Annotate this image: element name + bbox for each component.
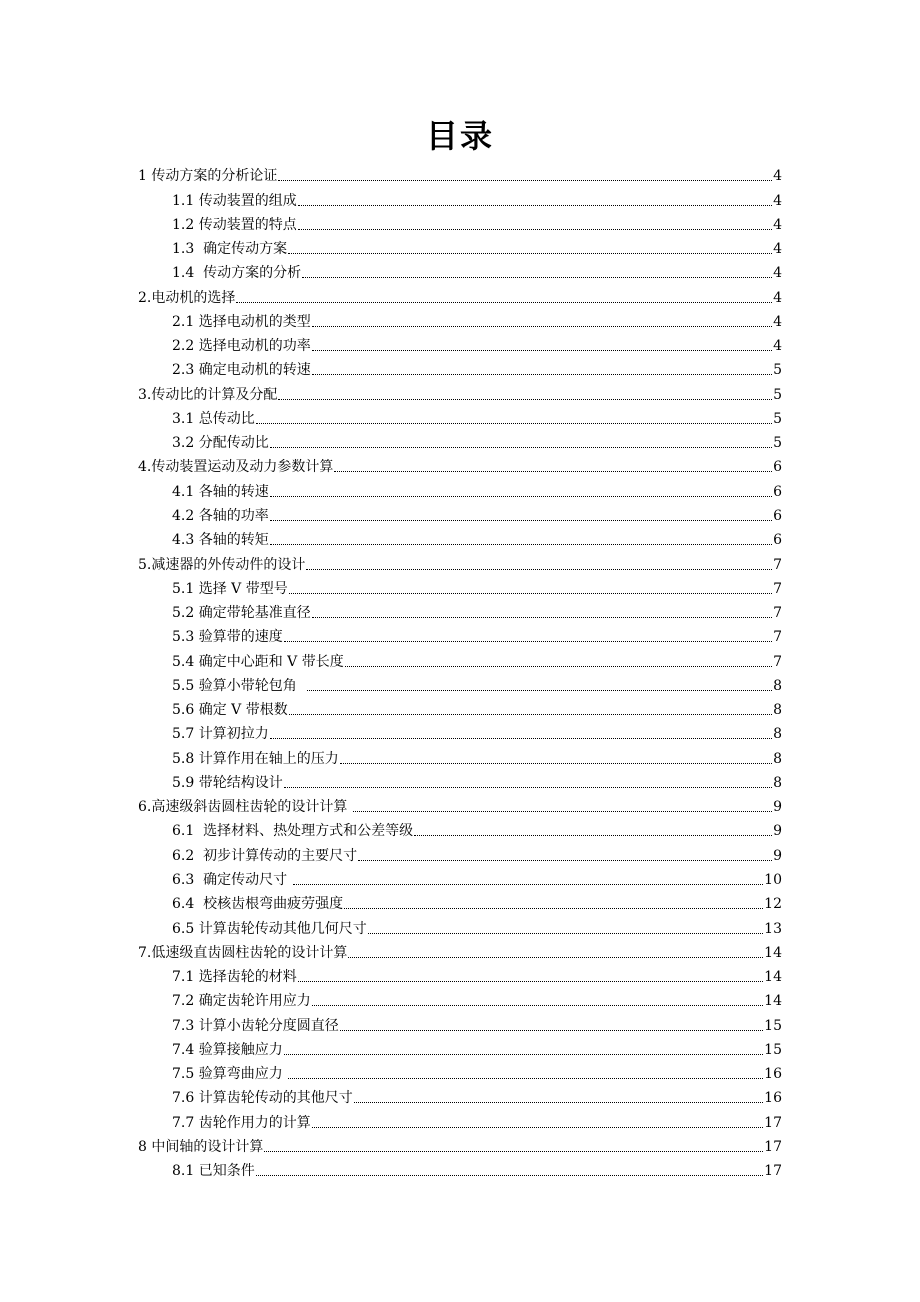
toc-dot-leader [353, 811, 772, 812]
toc-entry[interactable] [138, 428, 782, 452]
toc-entry[interactable] [138, 816, 782, 840]
toc-entry-page-number: 14 [764, 969, 782, 986]
toc-entry[interactable] [138, 889, 782, 913]
toc-entry[interactable] [138, 743, 782, 767]
toc-entry[interactable] [138, 331, 782, 355]
toc-entry-label: 7.低速级直齿圆柱齿轮的设计计算 [138, 944, 348, 961]
toc-entry[interactable] [138, 840, 782, 864]
toc-entry-page-number: 8 [773, 726, 782, 743]
toc-entry-label: 8.1 已知条件 [172, 1163, 255, 1180]
toc-entry[interactable] [138, 913, 782, 937]
toc-dot-leader [306, 569, 772, 570]
toc-entry[interactable] [138, 574, 782, 598]
toc-entry[interactable] [138, 938, 782, 962]
toc-entry-page-number: 14 [764, 993, 782, 1010]
toc-entry-page-number: 10 [764, 871, 782, 888]
toc-entry-label: 1.3 确定传动方案 [172, 241, 288, 258]
toc-dot-leader [340, 763, 772, 764]
toc-entry-label: 4.2 各轴的功率 [172, 507, 269, 524]
toc-entry-page-number: 9 [773, 799, 782, 816]
toc-dot-leader [284, 787, 772, 788]
toc-entry-label: 3.1 总传动比 [172, 410, 255, 427]
toc-entry-page-number: 14 [764, 944, 782, 961]
toc-entry-page-number: 15 [764, 1041, 782, 1058]
toc-entry-page-number: 4 [773, 289, 782, 306]
toc-dot-leader [312, 350, 772, 351]
toc-dot-leader [288, 1078, 763, 1079]
toc-entry-label: 5.3 验算带的速度 [172, 629, 283, 646]
toc-entry[interactable] [138, 962, 782, 986]
toc-entry-page-number: 12 [764, 896, 782, 913]
toc-entry-label: 2.电动机的选择 [138, 289, 236, 306]
toc-entry[interactable] [138, 404, 782, 428]
toc-entry-page-number: 4 [773, 216, 782, 233]
toc-entry-label: 5.8 计算作用在轴上的压力 [172, 750, 339, 767]
toc-dot-leader [270, 738, 772, 739]
toc-entry-page-number: 7 [773, 605, 782, 622]
toc-entry[interactable] [138, 1132, 782, 1156]
toc-entry[interactable] [138, 476, 782, 500]
toc-entry-page-number: 4 [773, 168, 782, 185]
toc-title: 目录 [425, 117, 494, 155]
toc-dot-leader [293, 884, 764, 885]
toc-dot-leader [288, 253, 772, 254]
toc-entry-page-number: 4 [773, 265, 782, 282]
toc-entry-page-number: 6 [773, 483, 782, 500]
toc-entry[interactable] [138, 671, 782, 695]
toc-entry-page-number: 16 [764, 1066, 782, 1083]
toc-entry[interactable] [138, 1107, 782, 1131]
toc-dot-leader [312, 326, 772, 327]
toc-entry[interactable] [138, 865, 782, 889]
toc-entry[interactable] [138, 161, 782, 185]
toc-entry[interactable] [138, 549, 782, 573]
toc-dot-leader [312, 374, 772, 375]
toc-entry-page-number: 5 [773, 435, 782, 452]
toc-dot-leader [270, 496, 772, 497]
toc-entry-label: 1.4 传动方案的分析 [172, 265, 302, 282]
toc-entry-label: 7.7 齿轮作用力的计算 [172, 1114, 311, 1131]
toc-list [138, 161, 782, 1180]
toc-entry-label: 2.3 确定电动机的转速 [172, 362, 311, 379]
toc-dot-leader [298, 205, 772, 206]
toc-entry-label: 2.1 选择电动机的类型 [172, 313, 311, 330]
toc-entry-label: 5.2 确定带轮基准直径 [172, 605, 311, 622]
toc-entry[interactable] [138, 986, 782, 1010]
toc-entry-page-number: 16 [764, 1090, 782, 1107]
toc-entry-label: 5.5 验算小带轮包角 [172, 677, 306, 694]
toc-entry[interactable] [138, 1059, 782, 1083]
toc-entry[interactable] [138, 185, 782, 209]
toc-entry-page-number: 6 [773, 507, 782, 524]
toc-entry-page-number: 17 [764, 1163, 782, 1180]
toc-entry[interactable] [138, 452, 782, 476]
toc-entry[interactable] [138, 210, 782, 234]
toc-entry[interactable] [138, 355, 782, 379]
toc-dot-leader [348, 957, 763, 958]
toc-dot-leader [354, 1102, 763, 1103]
toc-entry-label: 3.2 分配传动比 [172, 435, 269, 452]
toc-entry-page-number: 8 [773, 677, 782, 694]
toc-entry-page-number: 13 [764, 920, 782, 937]
toc-entry-label: 4.1 各轴的转速 [172, 483, 269, 500]
toc-dot-leader [236, 302, 772, 303]
toc-entry-page-number: 17 [764, 1138, 782, 1155]
toc-dot-leader [289, 714, 772, 715]
toc-entry-label: 5.9 带轮结构设计 [172, 774, 283, 791]
toc-entry-label: 4.传动装置运动及动力参数计算 [138, 459, 334, 476]
toc-entry-page-number: 4 [773, 241, 782, 258]
toc-entry[interactable] [138, 1083, 782, 1107]
toc-dot-leader [270, 544, 772, 545]
toc-entry-label: 4.3 各轴的转矩 [172, 532, 269, 549]
toc-entry-page-number: 5 [773, 362, 782, 379]
toc-dot-leader [256, 1175, 763, 1176]
toc-entry-label: 7.6 计算齿轮传动的其他尺寸 [172, 1090, 353, 1107]
toc-entry[interactable] [138, 646, 782, 670]
toc-entry-page-number: 4 [773, 192, 782, 209]
toc-entry[interactable] [138, 525, 782, 549]
toc-dot-leader [284, 1054, 763, 1055]
toc-entry[interactable] [138, 282, 782, 306]
toc-entry-label: 5.6 确定 V 带根数 [172, 702, 288, 719]
toc-dot-leader [278, 399, 772, 400]
toc-dot-leader [344, 908, 763, 909]
toc-entry-page-number: 5 [773, 410, 782, 427]
toc-dot-leader [368, 933, 763, 934]
toc-entry-label: 5.1 选择 V 带型号 [172, 580, 288, 597]
toc-entry[interactable] [138, 719, 782, 743]
toc-entry-label: 6.2 初步计算传动的主要尺寸 [172, 847, 358, 864]
toc-entry-label: 7.2 确定齿轮许用应力 [172, 993, 311, 1010]
toc-entry-page-number: 7 [773, 556, 782, 573]
toc-entry-label: 5.减速器的外传动件的设计 [138, 556, 306, 573]
toc-entry-page-number: 7 [773, 653, 782, 670]
toc-entry-page-number: 8 [773, 702, 782, 719]
toc-entry[interactable] [138, 768, 782, 792]
toc-entry-label: 6.5 计算齿轮传动其他几何尺寸 [172, 920, 367, 937]
toc-dot-leader [289, 593, 772, 594]
toc-entry-label: 5.7 计算初拉力 [172, 726, 269, 743]
toc-entry-page-number: 4 [773, 338, 782, 355]
toc-entry-label: 6.高速级斜齿圆柱齿轮的设计计算 [138, 799, 352, 816]
toc-dot-leader [334, 471, 772, 472]
toc-dot-leader [256, 423, 772, 424]
toc-entry[interactable] [138, 234, 782, 258]
toc-entry-page-number: 9 [773, 847, 782, 864]
toc-dot-leader [298, 229, 772, 230]
toc-entry[interactable] [138, 695, 782, 719]
toc-entry-label: 8 中间轴的设计计算 [138, 1138, 264, 1155]
toc-entry-page-number: 7 [773, 629, 782, 646]
toc-entry-page-number: 9 [773, 823, 782, 840]
toc-entry[interactable] [138, 258, 782, 282]
toc-dot-leader [345, 666, 772, 667]
toc-entry-page-number: 6 [773, 532, 782, 549]
toc-entry-label: 3.传动比的计算及分配 [138, 386, 278, 403]
toc-dot-leader [414, 835, 772, 836]
toc-dot-leader [312, 617, 772, 618]
toc-entry[interactable] [138, 622, 782, 646]
toc-entry-label: 6.1 选择材料、热处理方式和公差等级 [172, 823, 414, 840]
toc-entry[interactable] [138, 379, 782, 403]
toc-entry[interactable] [138, 1035, 782, 1059]
toc-dot-leader [278, 180, 772, 181]
toc-dot-leader [284, 641, 772, 642]
toc-entry-page-number: 8 [773, 750, 782, 767]
toc-entry-label: 6.3 确定传动尺寸 [172, 871, 292, 888]
toc-entry-page-number: 17 [764, 1114, 782, 1131]
toc-dot-leader [312, 1005, 763, 1006]
toc-entry[interactable] [138, 501, 782, 525]
toc-entry-page-number: 5 [773, 386, 782, 403]
toc-dot-leader [270, 447, 772, 448]
toc-entry-label: 7.5 验算弯曲应力 [172, 1066, 288, 1083]
toc-entry[interactable] [138, 598, 782, 622]
toc-dot-leader [298, 981, 763, 982]
toc-entry-page-number: 7 [773, 580, 782, 597]
toc-entry-page-number: 4 [773, 313, 782, 330]
toc-entry[interactable] [138, 1156, 782, 1180]
toc-entry-page-number: 8 [773, 774, 782, 791]
toc-entry-label: 1.2 传动装置的特点 [172, 216, 297, 233]
toc-entry-label: 7.1 选择齿轮的材料 [172, 969, 297, 986]
toc-dot-leader [302, 277, 772, 278]
toc-entry-label: 7.4 验算接触应力 [172, 1041, 283, 1058]
toc-entry-label: 1.1 传动装置的组成 [172, 192, 297, 209]
toc-dot-leader [312, 1127, 763, 1128]
toc-entry-page-number: 6 [773, 459, 782, 476]
toc-dot-leader [270, 520, 772, 521]
toc-entry-label: 2.2 选择电动机的功率 [172, 338, 311, 355]
toc-entry[interactable] [138, 1010, 782, 1034]
toc-entry[interactable] [138, 307, 782, 331]
toc-entry-label: 1 传动方案的分析论证 [138, 168, 278, 185]
toc-entry-label: 6.4 校核齿根弯曲疲劳强度 [172, 896, 344, 913]
toc-entry-label: 5.4 确定中心距和 V 带长度 [172, 653, 344, 670]
toc-dot-leader [358, 860, 772, 861]
toc-entry-page-number: 15 [764, 1017, 782, 1034]
toc-entry-label: 7.3 计算小齿轮分度圆直径 [172, 1017, 339, 1034]
toc-dot-leader [264, 1151, 763, 1152]
toc-entry[interactable] [138, 792, 782, 816]
toc-dot-leader [307, 690, 772, 691]
toc-dot-leader [340, 1030, 763, 1031]
